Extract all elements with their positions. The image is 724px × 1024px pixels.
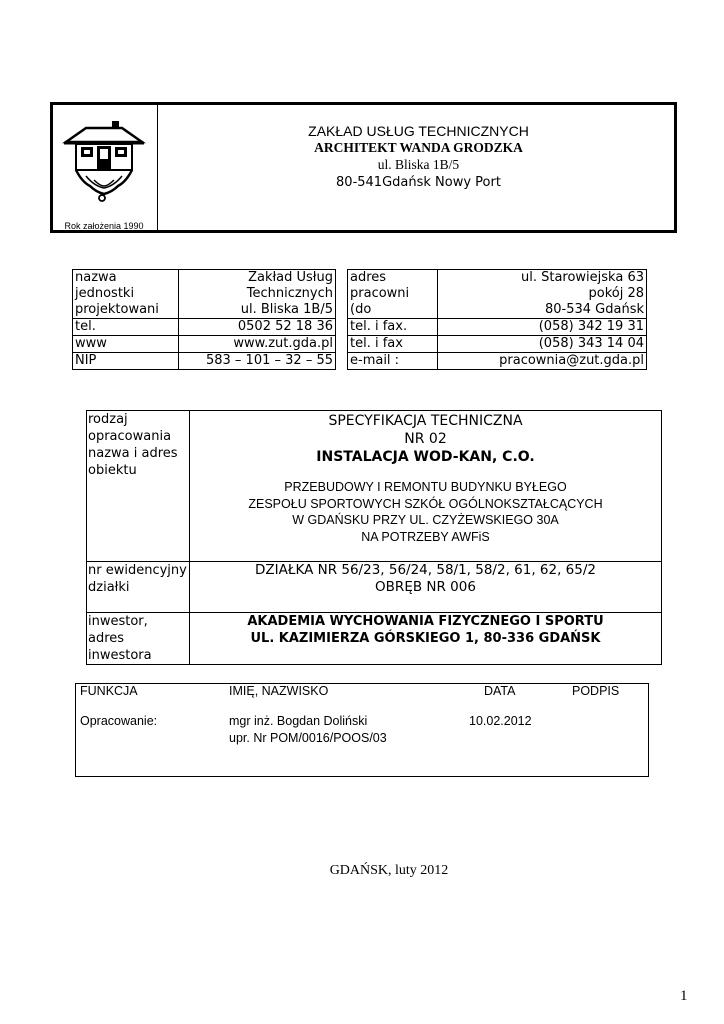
company-table (72, 269, 336, 370)
table-row: e-mail : pracownia@zut.gda.pl (348, 353, 647, 370)
office-label: adres pracowni (do (348, 270, 438, 319)
company-name: ZAKŁAD USŁUG TECHNICZNYCH (308, 123, 529, 139)
col-podpis: PODPIS (572, 684, 620, 698)
col-funkcja: FUNKCJA (80, 684, 138, 698)
spec-number: NR 02 (404, 431, 447, 447)
investor-label: inwestor, adres inwestora (87, 613, 190, 665)
signature-box (75, 683, 649, 777)
place-date: GDAŃSK, luty 2012 (329, 863, 449, 878)
author-license: upr. Nr POM/0016/POOS/03 (229, 731, 387, 745)
col-imie-nazwisko: IMIĘ, NAZWISKO (229, 684, 329, 698)
table-row: tel. i fax. (058) 342 19 31 (348, 319, 647, 336)
page-number: 1 (680, 988, 688, 1004)
table-row: tel. i fax (058) 343 14 04 (348, 336, 647, 353)
street-address: ul. Bliska 1B/5 (377, 157, 460, 172)
spec-title: SPECYFIKACJA TECHNICZNA (328, 413, 523, 429)
plot-info: DZIAŁKA NR 56/23, 56/24, 58/1, 58/2, 61, 62, 65/2 OBRĘB NR 006 (190, 562, 662, 613)
project-description: PRZEBUDOWY I REMONTU BUDYNKU BYŁEGO ZESPOŁU SPORTOWYCH SZKÓŁ OGÓLNOKSZTAŁCĄCYCH W GDAŃSKU PRZY UL. CZYŻEWSKIEGO 30A NA POTRZEBY AWFiS (248, 480, 603, 544)
investor-info: AKADEMIA WYCHOWANIA FIZYCZNEGO I SPORTU UL. KAZIMIERZA GÓRSKIEGO 1, 80-336 GDAŃSK (190, 613, 662, 665)
table-row: www www.zut.gda.pl (73, 336, 336, 353)
table-row: tel. 0502 52 18 36 (73, 319, 336, 336)
installation-title: INSTALACJA WOD-KAN, C.O. (316, 449, 535, 465)
object-label: rodzaj opracowania nazwa i adres obiektu (87, 411, 190, 562)
author-date: 10.02.2012 (469, 714, 532, 728)
company-label: nazwa jednostki projektowani (73, 270, 179, 319)
office-value: ul. Starowiejska 63 pokój 28 80-534 Gdańsk (437, 270, 646, 319)
col-data: DATA (484, 684, 516, 698)
plot-label: nr ewidencyjny działki (87, 562, 190, 613)
city-address: 80-541Gdańsk Nowy Port (336, 175, 501, 190)
architect-name: ARCHITEKT WANDA GRODZKA (314, 140, 523, 155)
specification-table (86, 410, 662, 665)
author-name: mgr inż. Bogdan Doliński (229, 714, 368, 728)
founded-year: Rok założenia 1990 (64, 221, 144, 231)
table-row: NIP 583 – 101 – 32 – 55 (73, 353, 336, 370)
office-table (347, 269, 647, 370)
house-logo-icon (60, 120, 148, 206)
role: Opracowanie: (80, 714, 158, 728)
object-description (190, 411, 662, 562)
header-divider (157, 104, 158, 232)
company-value: Zakład Usług Technicznych ul. Bliska 1B/5 (178, 270, 335, 319)
email-value: pracownia@zut.gda.pl (437, 353, 646, 370)
